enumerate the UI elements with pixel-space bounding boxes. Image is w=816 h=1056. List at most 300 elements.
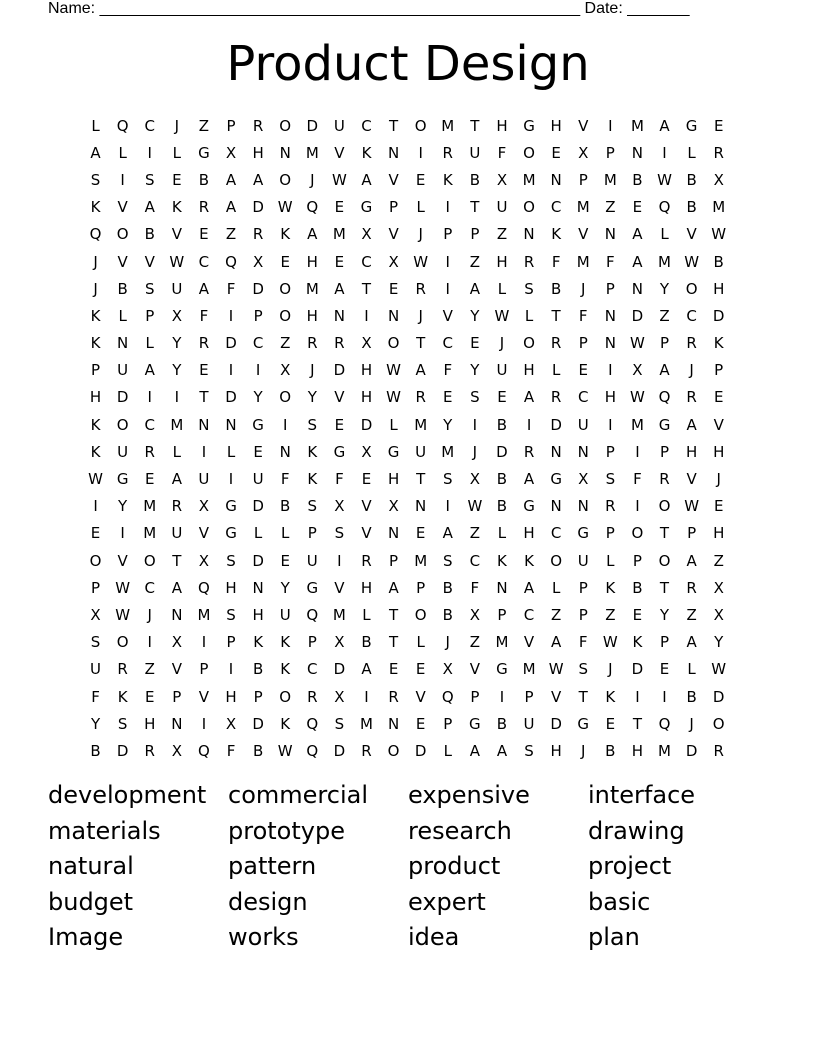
grid-letter: M xyxy=(414,551,428,570)
grid-letter: B xyxy=(686,198,697,217)
grid-letter: J xyxy=(418,225,423,244)
grid-letter: R xyxy=(388,687,399,706)
grid-letter: M xyxy=(630,415,644,434)
grid-letter: J xyxy=(418,306,423,325)
grid-letter: L xyxy=(497,524,507,543)
grid-letter: A xyxy=(523,388,535,407)
grid-letter: X xyxy=(90,605,101,624)
grid-letter: F xyxy=(551,252,561,271)
grid-letter: I xyxy=(635,687,640,706)
grid-letter: T xyxy=(470,116,480,135)
grid-letter: D xyxy=(252,279,264,298)
grid-letter: O xyxy=(279,388,292,407)
word-list xyxy=(48,778,768,956)
grid-letter: N xyxy=(631,143,644,162)
grid-letter: P xyxy=(416,578,426,597)
grid-letter: F xyxy=(280,470,290,489)
grid-letter: M xyxy=(441,116,455,135)
grid-letter: M xyxy=(712,198,726,217)
grid-letter: B xyxy=(442,578,453,597)
grid-letter: O xyxy=(279,279,292,298)
grid-letter: O xyxy=(279,116,292,135)
grid-letter: V xyxy=(198,687,210,706)
grid-letter: R xyxy=(550,388,562,407)
grid-letter: J xyxy=(499,334,505,353)
grid-letter: P xyxy=(605,524,615,543)
grid-letter: Z xyxy=(469,524,480,543)
grid-letter: S xyxy=(226,605,236,624)
grid-letter: F xyxy=(335,470,344,489)
grid-letter: W xyxy=(602,633,618,652)
grid-letter: R xyxy=(117,660,128,679)
grid-letter: W xyxy=(115,578,131,597)
grid-letter: U xyxy=(90,660,102,679)
grid-letter: F xyxy=(633,470,642,489)
grid-letter: O xyxy=(414,116,427,135)
grid-letter: N xyxy=(279,143,291,162)
grid-letter: B xyxy=(686,687,697,706)
grid-letter: X xyxy=(388,497,399,516)
grid-letter: C xyxy=(144,116,155,135)
grid-letter: W xyxy=(277,741,293,760)
grid-letter: R xyxy=(605,497,616,516)
grid-letter: N xyxy=(387,524,400,543)
grid-letter: O xyxy=(279,170,292,189)
grid-letter: I xyxy=(228,470,234,489)
grid-letter: I xyxy=(120,170,125,189)
grid-letter: R xyxy=(659,470,670,489)
word-list-item: idea xyxy=(408,923,460,951)
grid-letter: D xyxy=(414,741,427,760)
grid-letter: X xyxy=(198,551,210,570)
grid-letter: M xyxy=(143,497,157,516)
grid-letter: M xyxy=(630,116,644,135)
grid-letter: V xyxy=(713,415,724,434)
grid-letter: J xyxy=(445,633,450,652)
grid-letter: A xyxy=(144,198,155,217)
grid-letter: C xyxy=(252,334,264,353)
grid-letter: U xyxy=(415,442,427,461)
grid-letter: Y xyxy=(470,306,480,325)
grid-letter: T xyxy=(551,306,561,325)
grid-letter: S xyxy=(307,497,318,516)
grid-letter: V xyxy=(334,578,345,597)
grid-letter: V xyxy=(388,170,399,189)
grid-letter: D xyxy=(360,415,373,434)
grid-letter: J xyxy=(608,660,613,679)
grid-letter: F xyxy=(199,306,209,325)
grid-letter: P xyxy=(389,198,399,217)
grid-letter: J xyxy=(716,470,721,489)
grid-letter: I xyxy=(364,687,369,706)
grid-letter: V xyxy=(523,633,535,652)
grid-letter: H xyxy=(306,252,318,271)
grid-letter: E xyxy=(415,170,426,189)
grid-letter: T xyxy=(361,279,372,298)
grid-letter: U xyxy=(117,442,129,461)
grid-letter: H xyxy=(225,578,237,597)
grid-letter: S xyxy=(578,660,588,679)
grid-letter: B xyxy=(713,252,724,271)
grid-letter: G xyxy=(116,470,129,489)
grid-letter: V xyxy=(388,225,399,244)
grid-letter: A xyxy=(415,361,426,380)
grid-letter: M xyxy=(170,415,184,434)
grid-letter: S xyxy=(90,633,101,652)
grid-letter: A xyxy=(307,225,318,244)
grid-letter: N xyxy=(577,442,589,461)
grid-letter: J xyxy=(689,361,694,380)
grid-letter: K xyxy=(605,578,616,597)
grid-letter: G xyxy=(360,198,373,217)
grid-letter: L xyxy=(551,361,561,380)
grid-letter: Z xyxy=(496,225,508,244)
grid-letter: Z xyxy=(686,605,697,624)
grid-letter: G xyxy=(225,497,237,516)
grid-letter: B xyxy=(144,225,155,244)
grid-letter: K xyxy=(497,551,507,570)
grid-letter: N xyxy=(550,442,562,461)
grid-letter: A xyxy=(469,741,480,760)
word-list-item: pattern xyxy=(228,852,317,880)
grid-letter: U xyxy=(577,551,589,570)
grid-letter: K xyxy=(361,143,372,162)
grid-letter: F xyxy=(470,578,480,597)
grid-letter: S xyxy=(470,388,480,407)
grid-letter: E xyxy=(713,388,724,407)
word-list-item: interface xyxy=(588,781,696,809)
grid-letter: K xyxy=(90,306,101,325)
grid-letter: D xyxy=(252,198,264,217)
grid-letter: V xyxy=(334,143,345,162)
grid-letter: C xyxy=(550,198,562,217)
grid-letter: K xyxy=(253,633,264,652)
grid-letter: M xyxy=(332,605,346,624)
grid-letter: X xyxy=(469,470,480,489)
grid-letter: R xyxy=(550,334,562,353)
grid-letter: A xyxy=(686,551,697,570)
grid-letter: I xyxy=(662,143,667,162)
grid-letter: A xyxy=(198,279,210,298)
grid-letter: A xyxy=(90,143,101,162)
grid-letter: E xyxy=(280,252,290,271)
grid-letter: M xyxy=(576,252,590,271)
grid-letter: J xyxy=(93,252,98,271)
grid-letter: O xyxy=(89,551,102,570)
grid-letter: U xyxy=(171,279,183,298)
grid-letter: G xyxy=(252,415,264,434)
grid-letter: I xyxy=(445,279,450,298)
grid-letter: B xyxy=(550,279,562,298)
grid-letter: N xyxy=(550,170,562,189)
grid-letter: K xyxy=(632,633,643,652)
grid-letter: R xyxy=(334,334,345,353)
grid-letter: P xyxy=(497,605,507,624)
grid-letter: H xyxy=(713,279,725,298)
grid-letter: W xyxy=(630,388,645,407)
grid-letter: L xyxy=(606,551,615,570)
grid-letter: A xyxy=(659,116,670,135)
grid-letter: N xyxy=(252,578,264,597)
grid-letter: U xyxy=(496,361,508,380)
grid-letter: N xyxy=(550,497,562,516)
grid-letter: W xyxy=(494,306,510,325)
word-list-item: basic xyxy=(588,887,651,916)
grid-letter: D xyxy=(550,714,562,733)
grid-letter: A xyxy=(361,170,372,189)
grid-letter: I xyxy=(608,116,613,135)
grid-letter: S xyxy=(144,279,155,298)
grid-letter: P xyxy=(687,524,697,543)
grid-letter: U xyxy=(252,470,264,489)
grid-letter: T xyxy=(470,198,480,217)
grid-letter: S xyxy=(307,415,318,434)
grid-letter: C xyxy=(144,578,155,597)
grid-letter: U xyxy=(117,361,129,380)
grid-letter: R xyxy=(686,388,697,407)
grid-letter: V xyxy=(117,252,128,271)
grid-letter: O xyxy=(631,524,644,543)
grid-letter: X xyxy=(578,143,589,162)
grid-letter: S xyxy=(144,170,155,189)
grid-letter: E xyxy=(334,415,345,434)
grid-letter: U xyxy=(496,198,508,217)
grid-letter: U xyxy=(333,116,345,135)
grid-letter: S xyxy=(524,741,534,760)
grid-letter: V xyxy=(361,524,372,543)
word-list-item: expensive xyxy=(408,781,530,809)
grid-letter: W xyxy=(684,497,700,516)
grid-letter: R xyxy=(252,116,264,135)
grid-letter: I xyxy=(499,687,505,706)
grid-letter: M xyxy=(522,660,536,679)
grid-letter: N xyxy=(631,279,644,298)
grid-letter: I xyxy=(201,442,207,461)
grid-letter: J xyxy=(147,605,152,624)
grid-letter: K xyxy=(307,442,318,461)
grid-letter: R xyxy=(307,334,318,353)
grid-letter: R xyxy=(523,442,535,461)
grid-letter: Q xyxy=(658,388,671,407)
grid-letter: A xyxy=(523,470,535,489)
grid-letter: N xyxy=(387,714,400,733)
grid-letter: P xyxy=(659,334,670,353)
grid-letter: D xyxy=(306,116,319,135)
grid-letter: N xyxy=(225,415,237,434)
grid-letter: V xyxy=(117,551,128,570)
grid-letter: I xyxy=(174,388,180,407)
grid-letter: H xyxy=(713,524,725,543)
grid-letter: P xyxy=(578,334,588,353)
grid-letter: P xyxy=(578,605,588,624)
grid-letter: H xyxy=(89,388,102,407)
grid-letter: L xyxy=(687,660,696,679)
grid-letter: H xyxy=(523,524,535,543)
grid-letter: X xyxy=(578,470,589,489)
grid-letter: H xyxy=(360,388,373,407)
grid-letter: V xyxy=(469,660,480,679)
grid-letter: O xyxy=(116,415,129,434)
grid-letter: Z xyxy=(659,306,670,325)
grid-letter: V xyxy=(171,225,182,244)
grid-letter: P xyxy=(172,687,182,706)
grid-letter: N xyxy=(198,415,210,434)
grid-letter: F xyxy=(497,143,507,162)
grid-letter: E xyxy=(659,660,670,679)
grid-letter: T xyxy=(659,578,670,597)
grid-letter: P xyxy=(199,660,209,679)
grid-letter: L xyxy=(281,524,290,543)
grid-letter: H xyxy=(252,605,264,624)
grid-letter: E xyxy=(551,143,561,162)
grid-letter: M xyxy=(360,714,373,733)
grid-letter: V xyxy=(117,198,128,217)
grid-letter: Y xyxy=(253,388,263,407)
grid-letter: G xyxy=(469,714,481,733)
grid-letter: K xyxy=(307,470,318,489)
grid-letter: H xyxy=(604,388,616,407)
grid-letter: K xyxy=(171,198,182,217)
grid-letter: F xyxy=(606,252,615,271)
grid-letter: E xyxy=(199,225,209,244)
grid-letter: O xyxy=(414,605,427,624)
grid-letter: B xyxy=(442,605,453,624)
grid-letter: W xyxy=(711,225,727,244)
grid-letter: P xyxy=(389,551,399,570)
grid-letter: W xyxy=(169,252,185,271)
grid-letter: K xyxy=(280,225,291,244)
grid-letter: B xyxy=(632,170,643,189)
grid-letter: R xyxy=(307,687,318,706)
grid-letter: X xyxy=(469,605,480,624)
grid-letter: X xyxy=(713,170,724,189)
grid-letter: A xyxy=(632,225,643,244)
grid-letter: V xyxy=(171,660,182,679)
grid-letter: Y xyxy=(118,497,128,516)
grid-letter: W xyxy=(386,361,401,380)
grid-letter: Q xyxy=(198,741,210,760)
grid-letter: F xyxy=(578,633,588,652)
grid-letter: E xyxy=(280,551,290,570)
grid-letter: G xyxy=(658,415,671,434)
grid-letter: D xyxy=(333,660,346,679)
grid-letter: X xyxy=(225,714,237,733)
grid-letter: V xyxy=(415,687,426,706)
grid-letter: L xyxy=(551,578,561,597)
grid-letter: I xyxy=(608,415,613,434)
grid-letter: N xyxy=(279,442,291,461)
grid-letter: S xyxy=(90,170,101,189)
grid-letter: G xyxy=(333,442,346,461)
grid-letter: U xyxy=(523,714,535,733)
grid-letter: M xyxy=(658,741,671,760)
grid-letter: T xyxy=(388,116,399,135)
grid-letter: A xyxy=(252,170,264,189)
grid-letter: Z xyxy=(280,334,291,353)
grid-letter: P xyxy=(659,442,670,461)
grid-letter: P xyxy=(307,524,317,543)
grid-letter: M xyxy=(603,170,617,189)
grid-letter: J xyxy=(472,442,478,461)
grid-letter: U xyxy=(306,551,318,570)
grid-letter: L xyxy=(118,143,127,162)
grid-letter: I xyxy=(201,714,207,733)
grid-letter: P xyxy=(253,687,263,706)
grid-letter: C xyxy=(361,252,372,271)
grid-letter: A xyxy=(523,578,535,597)
grid-letter: E xyxy=(443,388,453,407)
grid-letter: D xyxy=(712,687,725,706)
grid-letter: I xyxy=(364,306,369,325)
grid-letter: Z xyxy=(469,633,480,652)
grid-letter: D xyxy=(631,306,644,325)
grid-letter: M xyxy=(495,633,509,652)
grid-letter: I xyxy=(608,361,613,380)
grid-letter: J xyxy=(174,116,180,135)
grid-letter: O xyxy=(387,334,400,353)
grid-letter: A xyxy=(225,170,237,189)
grid-letter: W xyxy=(657,170,672,189)
grid-letter: I xyxy=(445,252,450,271)
grid-letter: I xyxy=(255,361,261,380)
grid-letter: X xyxy=(171,306,182,325)
grid-letter: O xyxy=(116,633,129,652)
grid-letter: I xyxy=(120,524,125,543)
grid-letter: U xyxy=(279,605,291,624)
grid-letter: A xyxy=(659,361,670,380)
grid-letter: O xyxy=(523,334,535,353)
grid-letter: H xyxy=(225,687,237,706)
grid-letter: S xyxy=(334,714,345,733)
grid-letter: B xyxy=(252,741,264,760)
grid-letter: W xyxy=(413,252,429,271)
grid-letter: I xyxy=(445,497,450,516)
grid-letter: D xyxy=(252,714,264,733)
grid-letter: K xyxy=(524,551,534,570)
letter-grid xyxy=(82,112,734,765)
word-list-item: research xyxy=(408,816,512,845)
grid-letter: Y xyxy=(659,605,670,624)
grid-letter: J xyxy=(93,279,98,298)
grid-letter: U xyxy=(577,415,589,434)
grid-letter: L xyxy=(172,442,181,461)
grid-letter: C xyxy=(469,551,481,570)
grid-letter: K xyxy=(90,415,101,434)
grid-letter: E xyxy=(144,687,155,706)
grid-letter: B xyxy=(496,714,508,733)
grid-letter: H xyxy=(360,578,373,597)
grid-letter: G xyxy=(685,116,698,135)
grid-letter: W xyxy=(331,170,347,189)
grid-letter: N xyxy=(333,306,345,325)
grid-letter: P xyxy=(605,143,615,162)
grid-letter: D xyxy=(252,551,264,570)
word-list-item: product xyxy=(408,852,501,880)
grid-letter: K xyxy=(442,170,453,189)
grid-letter: A xyxy=(334,279,345,298)
grid-letter: D xyxy=(496,442,508,461)
grid-letter: A xyxy=(686,633,697,652)
grid-letter: R xyxy=(171,497,183,516)
grid-letter: H xyxy=(713,442,725,461)
grid-letter: I xyxy=(472,415,478,434)
grid-letter: P xyxy=(578,170,588,189)
name-date-line: Name: ______________________________________________________ Date: _______ xyxy=(48,0,690,17)
grid-letter: M xyxy=(576,198,590,217)
grid-letter: A xyxy=(551,633,562,652)
grid-letter: A xyxy=(361,660,372,679)
grid-letter: Y xyxy=(172,334,182,353)
